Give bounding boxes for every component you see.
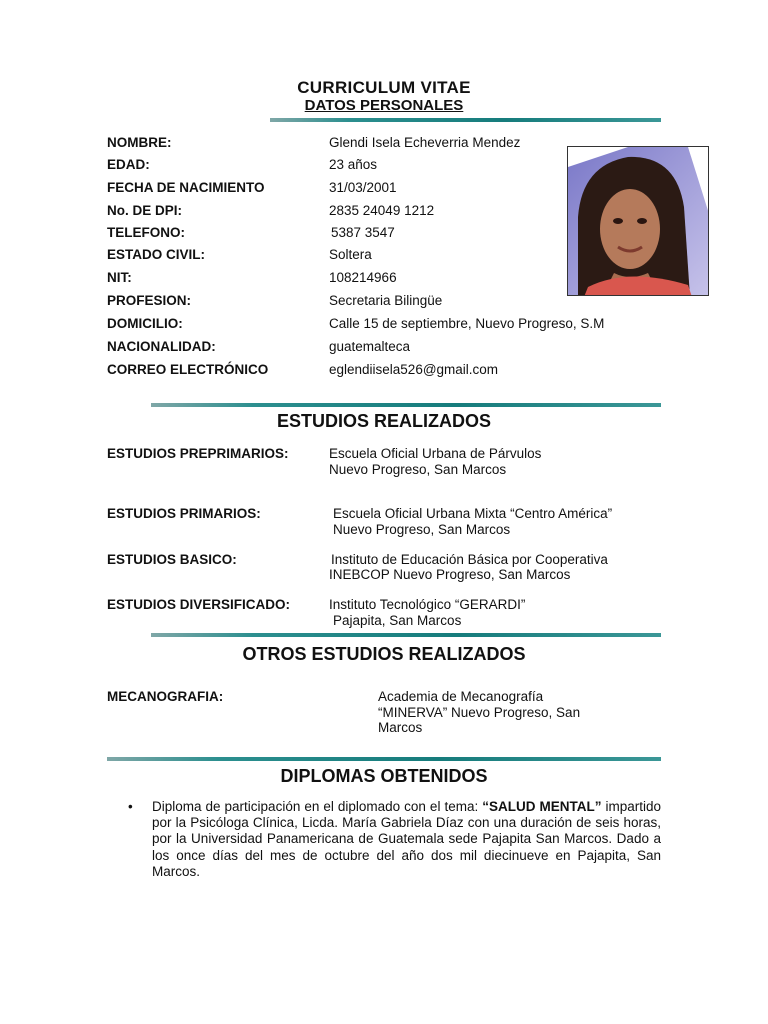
diploma-text-end: impartido por la Psicóloga Clínica, Licda. María Gabriela Díaz con una duración de seis horas, por la Universidad Panamericana de Guatemala sede Pajapita San Marcos. Dado a los once días del mes de octubre del año dos mil diecinueve en Pajapita, San Marcos. (152, 799, 661, 879)
diploma-description (152, 799, 661, 880)
value-mecanografia-line1: Academia de Mecanografía (378, 689, 544, 704)
value-preprimarios-line1: Escuela Oficial Urbana de Párvulos (329, 446, 542, 461)
value-primarios-line1: Escuela Oficial Urbana Mixta “Centro América” (333, 506, 613, 521)
label-nacionalidad: NACIONALIDAD: (107, 339, 216, 354)
label-dpi: No. DE DPI: (107, 203, 183, 218)
value-domicilio: Calle 15 de septiembre, Nuevo Progreso, S.M (329, 316, 605, 331)
label-telefono: TELEFONO: (107, 225, 185, 240)
value-mecanografia-line3: Marcos (378, 720, 423, 735)
value-preprimarios-line2: Nuevo Progreso, San Marcos (329, 462, 507, 477)
value-primarios-line2: Nuevo Progreso, San Marcos (333, 522, 511, 537)
divider-rule (107, 757, 661, 761)
value-telefono: 5387 3547 (331, 225, 395, 240)
value-nacionalidad: guatemalteca (329, 339, 411, 354)
value-diversificado-line2: Pajapita, San Marcos (333, 613, 462, 628)
section-heading-otros-estudios: OTROS ESTUDIOS REALIZADOS (242, 644, 526, 664)
section-heading-estudios: ESTUDIOS REALIZADOS (276, 411, 491, 431)
value-nit: 108214966 (329, 270, 397, 285)
value-fecha-nacimiento: 31/03/2001 (329, 180, 397, 195)
label-basico: ESTUDIOS BASICO: (107, 552, 237, 567)
label-nit: NIT: (107, 270, 132, 285)
label-edad: EDAD: (107, 157, 150, 172)
label-diversificado: ESTUDIOS DIVERSIFICADO: (107, 597, 291, 612)
section-heading-diplomas: DIPLOMAS OBTENIDOS (280, 766, 488, 786)
value-dpi: 2835 24049 1212 (329, 203, 435, 218)
value-basico-line1: Instituto de Educación Básica por Cooperativa (331, 552, 608, 567)
value-nombre: Glendi Isela Echeverria Mendez (329, 135, 521, 150)
value-estado-civil: Soltera (329, 247, 372, 262)
label-nombre: NOMBRE: (107, 135, 172, 150)
bullet-marker: • (128, 799, 133, 814)
diploma-topic: “SALUD MENTAL” (482, 799, 602, 814)
value-diversificado-line1: Instituto Tecnológico “GERARDI” (329, 597, 526, 612)
label-domicilio: DOMICILIO: (107, 316, 183, 331)
divider-rule (151, 633, 661, 637)
divider-rule (151, 403, 661, 407)
value-correo: eglendiisela526@gmail.com (329, 362, 499, 377)
label-profesion: PROFESION: (107, 293, 192, 308)
label-mecanografia: MECANOGRAFIA: (107, 689, 224, 704)
document-title: CURRICULUM VITAE (297, 78, 471, 97)
value-edad: 23 años (329, 157, 378, 172)
label-fecha-nacimiento: FECHA DE NACIMIENTO (107, 180, 265, 195)
label-correo: CORREO ELECTRÓNICO (107, 362, 269, 377)
divider-rule (270, 118, 661, 122)
label-estado-civil: ESTADO CIVIL: (107, 247, 206, 262)
section-subtitle-personal: DATOS PERSONALES (304, 97, 464, 114)
label-primarios: ESTUDIOS PRIMARIOS: (107, 506, 261, 521)
value-mecanografia-line2: “MINERVA” Nuevo Progreso, San (378, 705, 581, 720)
diploma-text-start: Diploma de participación en el diplomado con el tema: (152, 799, 483, 814)
label-preprimarios: ESTUDIOS PREPRIMARIOS: (107, 446, 289, 461)
profile-photo (567, 146, 709, 296)
portrait-image (568, 147, 709, 296)
value-profesion: Secretaria Bilingüe (329, 293, 443, 308)
value-basico-line2: INEBCOP Nuevo Progreso, San Marcos (329, 567, 571, 582)
